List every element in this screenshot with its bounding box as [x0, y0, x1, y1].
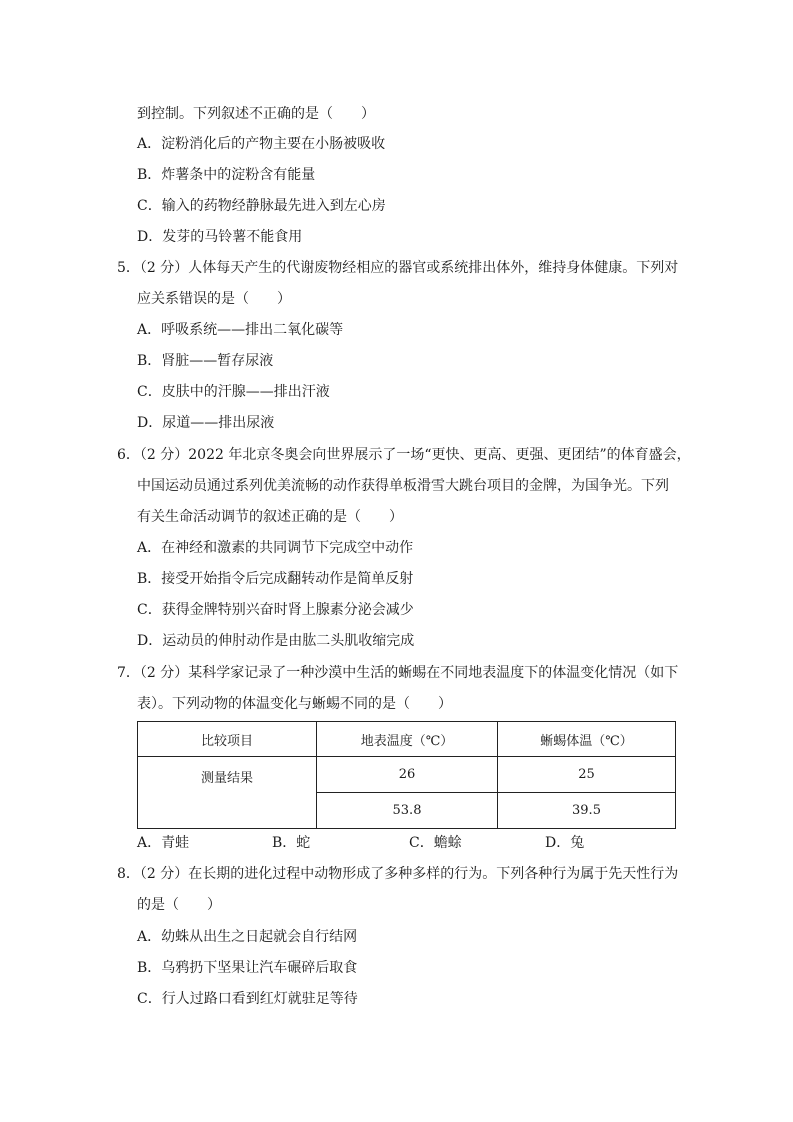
- table-header-lizard-temp: 蜥蜴体温（℃）: [498, 722, 676, 757]
- q6-option-d: D．运动员的伸肘动作是由肱二头肌收缩完成: [137, 633, 415, 649]
- q8-option-c: C．行人过路口看到红灯就驻足等待: [137, 991, 358, 1007]
- table-cell: 25: [498, 757, 676, 793]
- q6-stem-line2: 中国运动员通过系列优美流畅的动作获得单板滑雪大跳台项目的金牌，为国争光。下列: [137, 478, 669, 494]
- q5-option-a: A．呼吸系统——排出二氧化碳等: [137, 322, 344, 338]
- q5-option-d: D．尿道——排出尿液: [137, 415, 275, 431]
- table-cell: 53.8: [317, 793, 498, 829]
- q4-option-b: B．炸薯条中的淀粉含有能量: [137, 167, 316, 183]
- q5-option-b: B．肾脏——暂存尿液: [137, 353, 274, 369]
- q8-stem-line2: 的是（ ）: [137, 897, 221, 913]
- q7-choice-c: C．蟾蜍: [409, 835, 462, 851]
- q4-option-a: A．淀粉消化后的产物主要在小肠被吸收: [137, 136, 386, 152]
- q5-stem-line1: 5．（2 分）人体每天产生的代谢废物经相应的器官或系统排出体外，维持身体健康。下列对: [117, 260, 679, 276]
- table-header-item: 比较项目: [138, 722, 317, 757]
- q7-choice-b: B．蛇: [272, 835, 311, 851]
- q8-option-a: A．幼蛛从出生之日起就会自行结网: [137, 929, 358, 945]
- q6-option-b: B．接受开始指令后完成翻转动作是简单反射: [137, 571, 414, 587]
- q7-stem-line2: 表）。下列动物的体温变化与蜥蜴不同的是（ ）: [137, 696, 452, 712]
- q7-choice-d: D．兔: [545, 835, 585, 851]
- table-cell: 26: [317, 757, 498, 793]
- q7-stem-line1: 7．（2 分）某科学家记录了一种沙漠中生活的蜥蜴在不同地表温度下的体温变化情况（如下: [117, 665, 679, 681]
- q6-option-c: C．获得金牌特别兴奋时肾上腺素分泌会减少: [137, 602, 414, 618]
- table-row-label: 测量结果: [138, 757, 317, 829]
- lizard-temperature-table: [137, 721, 676, 829]
- q6-option-a: A．在神经和激素的共同调节下完成空中动作: [137, 540, 414, 556]
- q5-option-c: C．皮肤中的汗腺——排出汗液: [137, 384, 330, 400]
- q4-option-c: C．输入的药物经静脉最先进入到左心房: [137, 198, 386, 214]
- table-cell: 39.5: [498, 793, 676, 829]
- q6-stem-line3: 有关生命活动调节的叙述正确的是（ ）: [137, 509, 403, 525]
- q8-stem-line1: 8．（2 分）在长期的进化过程中动物形成了多种多样的行为。下列各种行为属于先天性行为: [117, 866, 679, 882]
- q8-option-b: B．乌鸦扔下坚果让汽车碾碎后取食: [137, 960, 358, 976]
- q4-stem: 到控制。下列叙述不正确的是（ ）: [137, 106, 375, 122]
- q7-choice-a: A．青蛙: [137, 835, 190, 851]
- q6-stem-line1: 6．（2 分）2022 年北京冬奥会向世界展示了一场“更快、更高、更强、更团结”的体育盛会，: [117, 447, 691, 463]
- q5-stem-line2: 应关系错误的是（ ）: [137, 291, 291, 307]
- table-header-ground-temp: 地表温度（℃）: [317, 722, 498, 757]
- q4-option-d: D．发芽的马铃薯不能食用: [137, 229, 303, 245]
